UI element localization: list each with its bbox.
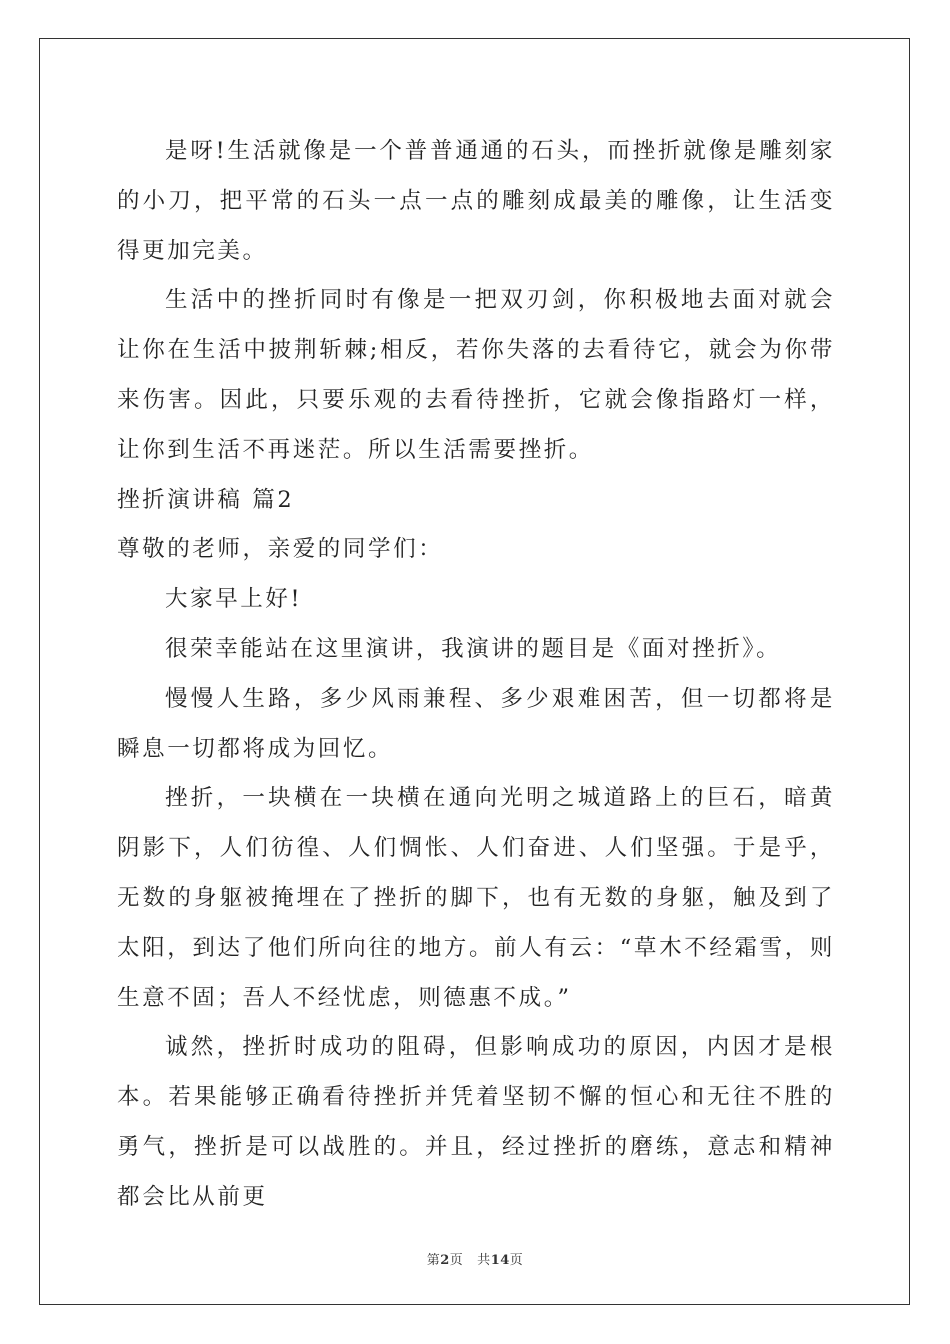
- paragraph-5: 诚然，挫折时成功的阻碍，但影响成功的原因，内因才是根本。若果能够正确看待挫折并凭着坚韧不懈的恒心和无往不胜的勇气，挫折是可以战胜的。并且，经过挫折的磨练，意志和精神都会比从前更: [117, 1034, 835, 1210]
- document-body: [117, 127, 835, 1223]
- footer-page-prefix: 第: [426, 1253, 441, 1268]
- footer-page-current: 2: [440, 1253, 450, 1268]
- salutation: 尊敬的老师，亲爱的同学们：: [117, 536, 444, 563]
- paragraph-intro: 很荣幸能站在这里演讲，我演讲的题目是《面对挫折》。: [165, 635, 782, 662]
- page-footer: [0, 1249, 950, 1268]
- footer-total-prefix: 共: [477, 1253, 491, 1268]
- greeting: 大家早上好!: [165, 586, 303, 613]
- paragraph-2: 生活中的挫折同时有像是一把双刃剑，你积极地去面对就会让你在生活中披荆斩棘;相反，若你失落的去看待它，就会为你带来伤害。因此，只要乐观的去看待挫折，它就会像指路灯一样，让你到生活不再迷茫。所以生活需要挫折。: [117, 287, 835, 463]
- footer-page-total: 14: [490, 1253, 510, 1268]
- paragraph-1: 是呀!生活就像是一个普普通通的石头，而挫折就像是雕刻家的小刀，把平常的石头一点一点的雕刻成最美的雕像，让生活变得更加完美。: [117, 138, 835, 264]
- paragraph-4: 挫折，一块横在一块横在通向光明之城道路上的巨石，暗黄阴影下，人们彷徨、人们惆怅、人们奋进、人们坚强。于是乎，无数的身躯被掩埋在了挫折的脚下，也有无数的身躯，触及到了太阳，到达了他们所向往的地方。前人有云：“草木不经霜雪，则生意不固；吾人不经忧虑，则德惠不成。”: [117, 785, 835, 1011]
- footer-page-unit: 页: [449, 1253, 464, 1268]
- footer-total-unit: 页: [509, 1253, 524, 1268]
- section-heading: 挫折演讲稿 篇2: [117, 486, 295, 513]
- paragraph-3: 慢慢人生路，多少风雨兼程、多少艰难困苦，但一切都将是瞬息一切都将成为回忆。: [117, 685, 835, 762]
